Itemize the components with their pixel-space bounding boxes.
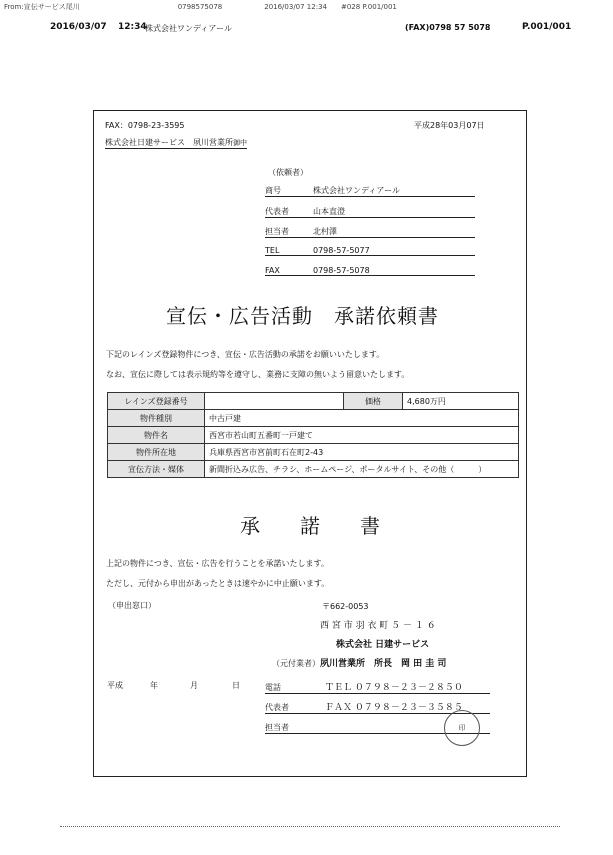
name-value: 西宮市若山町五番町一戸建て xyxy=(205,427,519,444)
requester-label: 担当者 xyxy=(265,227,289,236)
addressee-company xyxy=(105,137,247,149)
kind-label: 物件種別 xyxy=(108,410,205,427)
addressee-suffix: 御中 xyxy=(233,139,247,147)
requester-row-fax xyxy=(265,266,475,276)
addressee-company-name: 株式会社日建サービス 夙川営業所 xyxy=(105,138,233,147)
table-row xyxy=(108,461,519,478)
requester-heading: （依頼者） xyxy=(268,168,308,177)
location-label: 物件所在地 xyxy=(108,444,205,461)
consent-line-1: 上記の物件につき、宣伝・広告を行うことを承諾いたします。 xyxy=(106,559,329,568)
tel-label: 電話 xyxy=(265,683,281,692)
requester-value: 0798-57-5077 xyxy=(313,246,370,255)
fax-time: 12:34 xyxy=(118,22,147,32)
reins-value xyxy=(205,393,344,410)
price-value: 4,680万円 xyxy=(403,393,519,410)
rep-label: 代表者 xyxy=(265,703,289,712)
requester-row-name xyxy=(265,185,475,197)
consent-note: （申出窓口） xyxy=(108,601,156,610)
tel-row xyxy=(265,680,490,694)
table-row xyxy=(108,410,519,427)
requester-value: 北村澤 xyxy=(313,227,337,236)
kind-value: 中古戸建 xyxy=(205,410,519,427)
document-date: 平成28年03月07日 xyxy=(414,121,485,130)
postal-code: 〒662-0053 xyxy=(322,602,369,611)
table-row xyxy=(108,427,519,444)
company-address: 西 宮 市 羽 衣 町 ５ － １ ６ xyxy=(320,621,436,631)
fax-page: P.001/001 xyxy=(522,22,572,32)
date-era: 平成 xyxy=(107,681,123,690)
property-table xyxy=(107,392,519,478)
media-value: 新聞折込み広告、チラシ、ホームページ、ポータルサイト、その他（ ） xyxy=(205,461,519,478)
footer-divider xyxy=(60,826,560,827)
date-day: 日 xyxy=(232,681,240,690)
addressee-fax: FAX：0798-23-3595 xyxy=(105,121,185,130)
requester-label: 商号 xyxy=(265,186,281,195)
requester-row-contact xyxy=(265,226,475,238)
document-title: 宣伝・広告活動 承諾依頼書 xyxy=(166,304,439,328)
company-seal-icon: 印 xyxy=(444,710,480,746)
tel-value: ＴＥＬ ０７９８－２３－２８５０ xyxy=(325,683,463,693)
date-month: 月 xyxy=(190,681,198,690)
consent-line-2: ただし、元付から申出があったときは速やかに中止願います。 xyxy=(106,579,330,588)
requester-label: FAX xyxy=(265,266,280,275)
requester-value: 0798-57-5078 xyxy=(313,266,370,275)
intro-line-1: 下記のレインズ登録物件につき、宣伝・広告活動の承諾をお願いいたします。 xyxy=(106,350,385,359)
table-row xyxy=(108,393,519,410)
requester-row-tel xyxy=(265,246,475,256)
location-value: 兵庫県西宮市宮前町石在町2-43 xyxy=(205,444,519,461)
requester-value: 株式会社ワンディアール xyxy=(313,186,400,195)
table-row xyxy=(108,444,519,461)
intro-line-2: なお、宣伝に際しては表示規約等を遵守し、業務に支障の無いよう留意いたします。 xyxy=(106,370,410,379)
requester-value: 山本直澄 xyxy=(313,207,345,216)
requester-label: 代表者 xyxy=(265,207,289,216)
agent-label: （元付業者） xyxy=(272,659,320,668)
person-label: 担当者 xyxy=(265,723,289,732)
rep-value: ＦＡＸ ０７９８－２３－３５８５ xyxy=(325,703,463,713)
fax-top-line: From:宣伝サービス尾川 0798575078 2016/03/07 12:34 #028 P.001/001 xyxy=(4,3,397,11)
fax-sender: 株式会社ワンディアール xyxy=(145,24,232,33)
requester-row-rep xyxy=(265,206,475,218)
company-name: 株式会社 日建サービス xyxy=(336,640,430,650)
requester-label: TEL xyxy=(265,246,280,255)
media-label: 宣伝方法・媒体 xyxy=(108,461,205,478)
date-year: 年 xyxy=(150,681,158,690)
fax-date: 2016/03/07 xyxy=(50,22,107,32)
reins-label: レインズ登録番号 xyxy=(108,393,205,410)
consent-title: 承 諾 書 xyxy=(240,514,380,538)
price-label: 価格 xyxy=(344,393,403,410)
branch-manager: 夙川営業所 所長 岡 田 圭 司 xyxy=(320,659,447,669)
fax-number: (FAX)0798 57 5078 xyxy=(405,23,491,32)
name-label: 物件名 xyxy=(108,427,205,444)
